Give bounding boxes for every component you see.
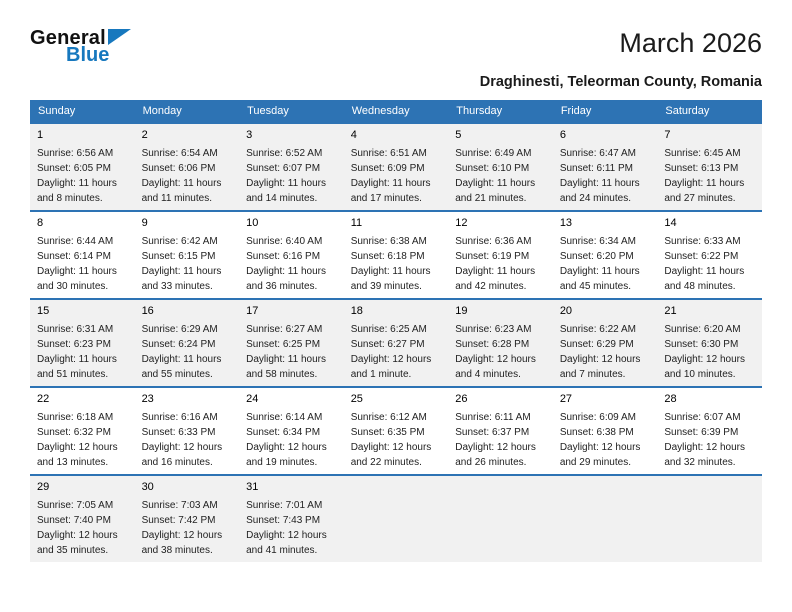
- sunrise-text: Sunrise: 6:34 AM: [559, 236, 636, 247]
- day-number: 8: [37, 217, 44, 229]
- day-cell: [657, 211, 762, 299]
- day-number: 28: [664, 393, 677, 405]
- day-cell: [239, 387, 344, 475]
- empty-cell: [553, 475, 658, 562]
- daylight-text: Daylight: 11 hours and 51 minutes.: [37, 354, 117, 380]
- sunset-text: Sunset: 6:15 PM: [141, 251, 216, 262]
- sunset-text: Sunset: 6:20 PM: [559, 251, 634, 262]
- sunset-text: Sunset: 6:24 PM: [141, 339, 216, 350]
- sunrise-text: Sunrise: 6:18 AM: [37, 412, 114, 423]
- day-number: 29: [37, 481, 50, 493]
- calendar-body: [30, 123, 762, 562]
- day-cell: [344, 211, 449, 299]
- daylight-text: Daylight: 12 hours and 4 minutes.: [455, 354, 536, 380]
- sunset-text: Sunset: 7:42 PM: [141, 515, 216, 526]
- day-cell: [30, 387, 135, 475]
- day-cell: [135, 387, 240, 475]
- weekday-tuesday: Tuesday: [239, 100, 344, 123]
- sunrise-text: Sunrise: 6:29 AM: [141, 324, 218, 335]
- sunset-text: Sunset: 6:18 PM: [350, 251, 425, 262]
- day-cell: [657, 387, 762, 475]
- daylight-text: Daylight: 11 hours and 27 minutes.: [664, 178, 745, 204]
- day-cell: [657, 299, 762, 387]
- sunrise-text: Sunrise: 6:23 AM: [455, 324, 532, 335]
- weekday-sunday: Sunday: [30, 100, 135, 123]
- daylight-text: Daylight: 11 hours and 39 minutes.: [350, 266, 431, 292]
- day-number: 17: [246, 305, 259, 317]
- daylight-text: Daylight: 12 hours and 35 minutes.: [37, 530, 118, 556]
- day-cell: [448, 299, 553, 387]
- day-number: 31: [246, 481, 259, 493]
- daylight-text: Daylight: 11 hours and 55 minutes.: [141, 354, 222, 380]
- sunrise-text: Sunrise: 7:03 AM: [141, 500, 218, 511]
- week-row: [30, 475, 762, 562]
- general-blue-logo: [30, 28, 131, 65]
- daylight-text: Daylight: 12 hours and 13 minutes.: [37, 442, 118, 468]
- sunrise-text: Sunrise: 6:49 AM: [455, 148, 532, 159]
- daylight-text: Daylight: 12 hours and 29 minutes.: [559, 442, 641, 468]
- daylight-text: Daylight: 11 hours and 45 minutes.: [559, 266, 640, 292]
- logo-text-general: General: [30, 27, 106, 49]
- day-cell: [239, 299, 344, 387]
- sunrise-text: Sunrise: 6:40 AM: [246, 236, 323, 247]
- day-number: 2: [141, 129, 148, 141]
- daylight-text: Daylight: 11 hours and 8 minutes.: [37, 178, 117, 204]
- day-cell: [553, 387, 658, 475]
- day-number: 4: [350, 129, 357, 141]
- sunrise-text: Sunrise: 6:12 AM: [350, 412, 427, 423]
- day-cell: [657, 123, 762, 211]
- day-number: 23: [141, 393, 154, 405]
- sunset-text: Sunset: 6:32 PM: [37, 427, 111, 438]
- daylight-text: Daylight: 12 hours and 38 minutes.: [141, 530, 223, 556]
- empty-cell: [448, 475, 553, 562]
- sunset-text: Sunset: 6:28 PM: [455, 339, 530, 350]
- sunrise-text: Sunrise: 6:09 AM: [559, 412, 636, 423]
- weekday-header-row: [30, 100, 762, 123]
- sunset-text: Sunset: 6:13 PM: [664, 163, 739, 174]
- daylight-text: Daylight: 11 hours and 14 minutes.: [246, 178, 326, 204]
- sunset-text: Sunset: 6:30 PM: [664, 339, 739, 350]
- sunrise-text: Sunrise: 6:36 AM: [455, 236, 532, 247]
- sunset-text: Sunset: 6:23 PM: [37, 339, 111, 350]
- title-block: [480, 28, 762, 90]
- day-cell: [553, 299, 658, 387]
- sunrise-text: Sunrise: 7:01 AM: [246, 500, 323, 511]
- sunrise-text: Sunrise: 6:52 AM: [246, 148, 323, 159]
- daylight-text: Daylight: 12 hours and 1 minute.: [350, 354, 432, 380]
- sunset-text: Sunset: 6:07 PM: [246, 163, 321, 174]
- sunrise-text: Sunrise: 6:45 AM: [664, 148, 741, 159]
- sunrise-text: Sunrise: 6:07 AM: [664, 412, 741, 423]
- sunrise-text: Sunrise: 6:25 AM: [350, 324, 427, 335]
- sunset-text: Sunset: 6:11 PM: [559, 163, 634, 174]
- daylight-text: Daylight: 11 hours and 30 minutes.: [37, 266, 117, 292]
- logo-flag-icon: [108, 29, 131, 45]
- day-number: 21: [664, 305, 677, 317]
- day-number: 13: [559, 217, 573, 229]
- day-number: 9: [141, 217, 148, 229]
- sunrise-text: Sunrise: 6:14 AM: [246, 412, 323, 423]
- day-cell: [344, 123, 449, 211]
- day-number: 22: [37, 393, 50, 405]
- daylight-text: Daylight: 12 hours and 16 minutes.: [141, 442, 223, 468]
- week-row: [30, 211, 762, 299]
- sunset-text: Sunset: 6:06 PM: [141, 163, 216, 174]
- daylight-text: Daylight: 11 hours and 11 minutes.: [141, 178, 222, 204]
- day-number: 19: [455, 305, 468, 317]
- daylight-text: Daylight: 11 hours and 48 minutes.: [664, 266, 745, 292]
- day-cell: [553, 123, 658, 211]
- day-cell: [30, 123, 135, 211]
- day-number: 26: [455, 393, 468, 405]
- sunrise-text: Sunrise: 6:33 AM: [664, 236, 741, 247]
- day-cell: [30, 211, 135, 299]
- weekday-saturday: Saturday: [657, 100, 762, 123]
- day-cell: [135, 475, 240, 562]
- sunset-text: Sunset: 6:35 PM: [350, 427, 425, 438]
- sunrise-text: Sunrise: 6:27 AM: [246, 324, 323, 335]
- sunset-text: Sunset: 6:37 PM: [455, 427, 530, 438]
- weekday-friday: Friday: [553, 100, 658, 123]
- day-number: 24: [246, 393, 259, 405]
- sunrise-text: Sunrise: 7:05 AM: [37, 500, 114, 511]
- sunrise-text: Sunrise: 6:51 AM: [350, 148, 427, 159]
- day-cell: [135, 299, 240, 387]
- day-number: 10: [246, 217, 259, 229]
- sunrise-text: Sunrise: 6:47 AM: [559, 148, 636, 159]
- location-subtitle: Draghinesti, Teleorman County, Romania: [479, 74, 762, 90]
- daylight-text: Daylight: 11 hours and 33 minutes.: [141, 266, 222, 292]
- sunset-text: Sunset: 6:29 PM: [559, 339, 634, 350]
- day-cell: [239, 475, 344, 562]
- daylight-text: Daylight: 12 hours and 26 minutes.: [455, 442, 536, 468]
- day-number: 11: [350, 217, 363, 229]
- daylight-text: Daylight: 11 hours and 24 minutes.: [559, 178, 640, 204]
- day-cell: [448, 387, 553, 475]
- page-header: [0, 0, 792, 100]
- sunset-text: Sunset: 6:38 PM: [559, 427, 634, 438]
- sunrise-text: Sunrise: 6:56 AM: [37, 148, 114, 159]
- sunrise-text: Sunrise: 6:20 AM: [664, 324, 741, 335]
- sunset-text: Sunset: 6:14 PM: [37, 251, 111, 262]
- weekday-monday: Monday: [135, 100, 240, 123]
- sunrise-text: Sunrise: 6:38 AM: [350, 236, 427, 247]
- daylight-text: Daylight: 12 hours and 19 minutes.: [246, 442, 327, 468]
- sunrise-text: Sunrise: 6:44 AM: [37, 236, 114, 247]
- daylight-text: Daylight: 11 hours and 17 minutes.: [350, 178, 431, 204]
- daylight-text: Daylight: 11 hours and 21 minutes.: [455, 178, 536, 204]
- calendar-table: [30, 100, 762, 562]
- daylight-text: Daylight: 11 hours and 36 minutes.: [246, 266, 326, 292]
- weekday-thursday: Thursday: [448, 100, 553, 123]
- weekday-wednesday: Wednesday: [344, 100, 449, 123]
- sunset-text: Sunset: 6:34 PM: [246, 427, 321, 438]
- day-cell: [239, 123, 344, 211]
- sunset-text: Sunset: 6:19 PM: [455, 251, 530, 262]
- daylight-text: Daylight: 12 hours and 10 minutes.: [664, 354, 745, 380]
- day-number: 15: [37, 305, 50, 317]
- day-cell: [135, 123, 240, 211]
- sunrise-text: Sunrise: 6:54 AM: [141, 148, 218, 159]
- daylight-text: Daylight: 12 hours and 32 minutes.: [664, 442, 745, 468]
- sunrise-text: Sunrise: 6:11 AM: [455, 412, 531, 423]
- sunrise-text: Sunrise: 6:31 AM: [37, 324, 114, 335]
- week-row: [30, 299, 762, 387]
- day-cell: [553, 211, 658, 299]
- day-cell: [448, 211, 553, 299]
- day-number: 1: [37, 129, 44, 141]
- daylight-text: Daylight: 12 hours and 7 minutes.: [559, 354, 641, 380]
- sunset-text: Sunset: 6:25 PM: [246, 339, 321, 350]
- week-row: [30, 123, 762, 211]
- week-row: [30, 387, 762, 475]
- sunset-text: Sunset: 6:22 PM: [664, 251, 739, 262]
- sunset-text: Sunset: 6:16 PM: [246, 251, 321, 262]
- day-number: 27: [559, 393, 573, 405]
- sunset-text: Sunset: 6:05 PM: [37, 163, 111, 174]
- day-number: 7: [664, 129, 671, 141]
- empty-cell: [657, 475, 762, 562]
- daylight-text: Daylight: 12 hours and 41 minutes.: [246, 530, 327, 556]
- day-number: 6: [559, 129, 566, 141]
- day-cell: [344, 387, 449, 475]
- daylight-text: Daylight: 12 hours and 22 minutes.: [350, 442, 432, 468]
- sunset-text: Sunset: 6:09 PM: [350, 163, 425, 174]
- day-number: 20: [559, 305, 573, 317]
- day-number: 3: [246, 129, 253, 141]
- sunset-text: Sunset: 6:39 PM: [664, 427, 739, 438]
- day-cell: [239, 211, 344, 299]
- day-number: 25: [350, 393, 363, 405]
- sunset-text: Sunset: 6:10 PM: [455, 163, 530, 174]
- sunrise-text: Sunrise: 6:22 AM: [559, 324, 636, 335]
- day-number: 5: [455, 129, 462, 141]
- day-number: 14: [664, 217, 677, 229]
- day-number: 18: [350, 305, 363, 317]
- day-cell: [30, 475, 135, 562]
- day-cell: [30, 299, 135, 387]
- sunset-text: Sunset: 7:40 PM: [37, 515, 111, 526]
- day-cell: [135, 211, 240, 299]
- sunset-text: Sunset: 7:43 PM: [246, 515, 321, 526]
- sunrise-text: Sunrise: 6:16 AM: [141, 412, 218, 423]
- sunset-text: Sunset: 6:33 PM: [141, 427, 216, 438]
- day-number: 16: [141, 305, 154, 317]
- daylight-text: Daylight: 11 hours and 42 minutes.: [455, 266, 536, 292]
- day-cell: [448, 123, 553, 211]
- sunset-text: Sunset: 6:27 PM: [350, 339, 425, 350]
- day-cell: [344, 299, 449, 387]
- day-number: 12: [455, 217, 468, 229]
- sunrise-text: Sunrise: 6:42 AM: [141, 236, 218, 247]
- daylight-text: Daylight: 11 hours and 58 minutes.: [246, 354, 326, 380]
- empty-cell: [344, 475, 449, 562]
- logo-text-blue: Blue: [66, 44, 110, 66]
- page-title: March 2026: [619, 28, 762, 58]
- day-number: 30: [141, 481, 154, 493]
